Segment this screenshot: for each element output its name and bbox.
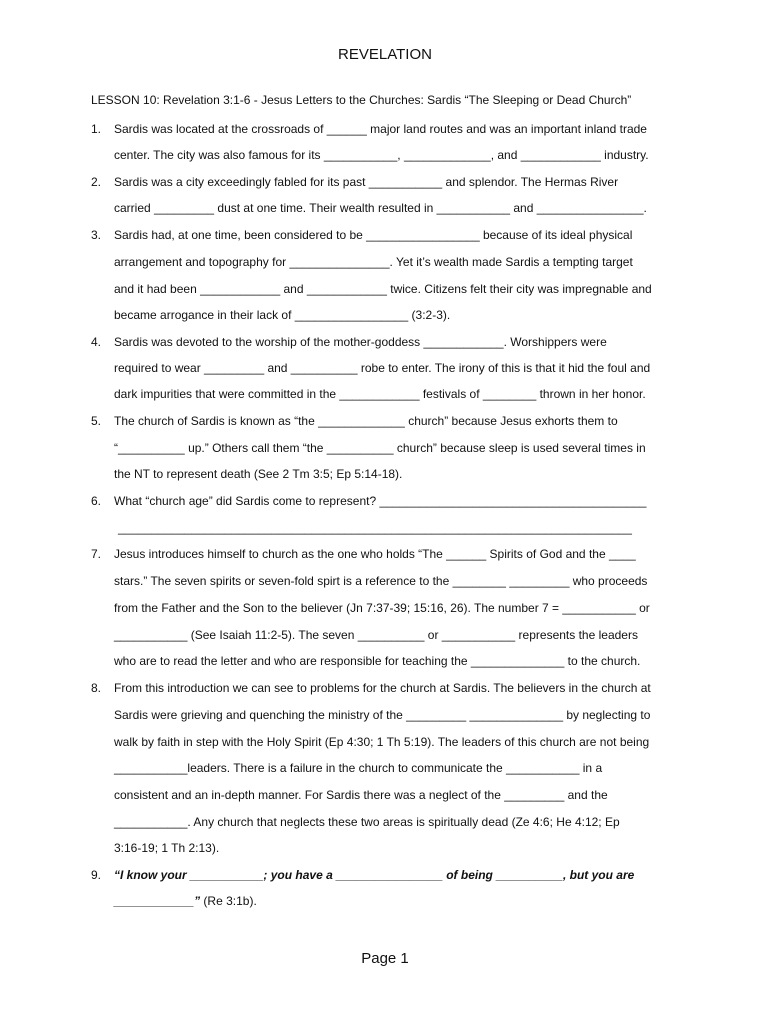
item-number: 7. — [91, 547, 102, 561]
lesson-heading: LESSON 10: Revelation 3:1-6 - Jesus Letters to the Churches: Sardis “The Sleeping or Dead Church” — [91, 93, 632, 107]
item-line: required to wear _________ and __________ robe to enter. The irony of this is that it hid the foul and — [114, 361, 651, 375]
item-number: 3. — [91, 228, 102, 242]
item-number: 8. — [91, 681, 102, 695]
item-line: Sardis was located at the crossroads of ______ major land routes and was an important inland trade — [114, 122, 647, 136]
item-line: From this introduction we can see to problems for the church at Sardis. The believers in the church at — [114, 681, 651, 695]
item-line: Sardis was devoted to the worship of the mother-goddess ____________. Worshippers were — [114, 335, 607, 349]
item-line: walk by faith in step with the Holy Spirit (Ep 4:30; 1 Th 5:19). The leaders of this church are not being — [114, 735, 650, 749]
item-line: Jesus introduces himself to church as the one who holds “The ______ Spirits of God and the ____ — [114, 547, 636, 561]
item-line: the NT to represent death (See 2 Tm 3:5; Ep 5:14-18). — [114, 467, 403, 481]
item-line: ___________ (See Isaiah 11:2-5). The seven __________ or ___________ represents the leaders — [114, 628, 638, 642]
item-line: 3:16-19; 1 Th 2:13). — [114, 841, 220, 855]
item-number: 6. — [91, 494, 102, 508]
item-line: Sardis had, at one time, been considered to be _________________ because of its ideal physical — [114, 228, 633, 242]
item-line: carried _________ dust at one time. Their wealth resulted in ___________ and ________________. — [114, 201, 647, 215]
item-line: The church of Sardis is known as “the _____________ church” because Jesus exhorts them to — [114, 414, 618, 428]
item-number: 1. — [91, 122, 102, 136]
item-number: 2. — [91, 175, 102, 189]
item-line: ___________leaders. There is a failure in the church to communicate the ___________ in a — [114, 761, 603, 775]
item-line: dark impurities that were committed in the ____________ festivals of ________ thrown in her honor. — [114, 387, 646, 401]
item-line: Sardis were grieving and quenching the ministry of the _________ ______________ by neglecting to — [114, 708, 651, 722]
item-line: who are to read the letter and who are responsible for teaching the ______________ to the church. — [114, 654, 641, 668]
item-line: What “church age” did Sardis come to represent? ________________________________________ — [114, 494, 647, 508]
item-number: 4. — [91, 335, 102, 349]
page-number: Page 1 — [361, 950, 409, 967]
item-line: consistent and an in-depth manner. For Sardis there was a neglect of the _________ and the — [114, 788, 608, 802]
item-number: 5. — [91, 414, 102, 428]
quote-reference: (Re 3:1b). — [200, 894, 257, 908]
item-line: stars.” The seven spirits or seven-fold spirt is a reference to the ________ _________ who proceeds — [114, 574, 648, 588]
item-line: and it had been ____________ and ____________ twice. Citizens felt their city was impregnable and — [114, 282, 652, 296]
item-line: “__________ up.” Others call them “the __________ church” because sleep is used several times in — [114, 441, 646, 455]
item-number: 9. — [91, 868, 102, 882]
item-line: became arrogance in their lack of _________________ (3:2-3). — [114, 308, 451, 322]
quote-line — [114, 894, 257, 908]
item-line: arrangement and topography for _______________. Yet it’s wealth made Sardis a tempting target — [114, 255, 633, 269]
item-line: ___________. Any church that neglects these two areas is spiritually dead (Ze 4:6; He 4:12; Ep — [114, 815, 620, 829]
quote-line: “I know your ___________; you have a ________________ of being __________, but you are — [114, 868, 635, 882]
page-title: REVELATION — [338, 46, 432, 63]
quote-blank: ____________” — [114, 894, 201, 908]
item-line: from the Father and the Son to the believer (Jn 7:37-39; 15:16, 26). The number 7 = ___________ or — [114, 601, 650, 615]
item-line: _____________________________________________________________________________ — [118, 521, 632, 535]
item-line: Sardis was a city exceedingly fabled for its past ___________ and splendor. The Hermas River — [114, 175, 619, 189]
item-line: center. The city was also famous for its ___________, _____________, and ____________ industry. — [114, 148, 649, 162]
